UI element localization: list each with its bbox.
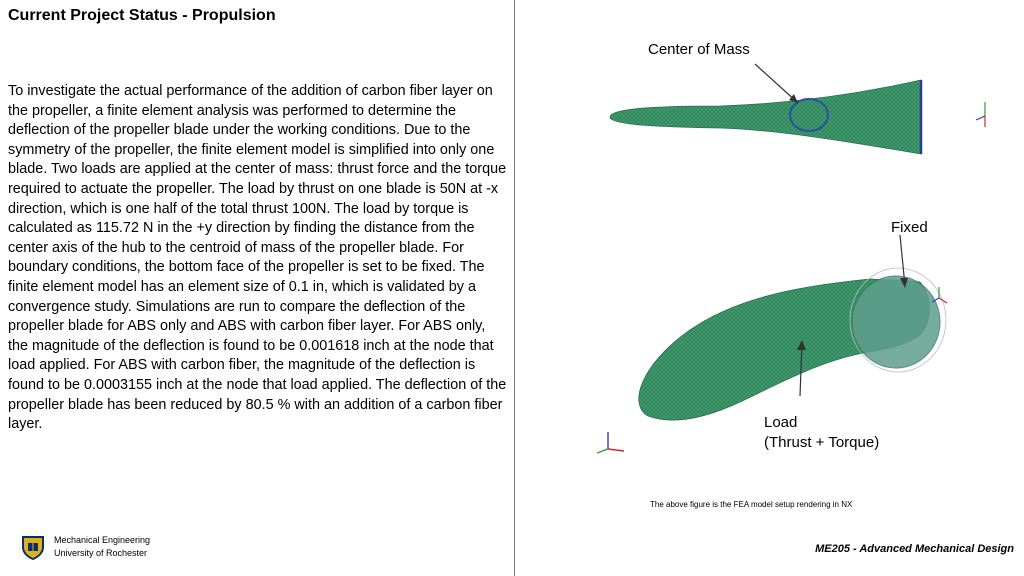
triad-icon-top — [976, 102, 985, 127]
footer-org — [20, 534, 150, 560]
label-load-line1: Load — [764, 414, 798, 431]
label-load-line2: (Thrust + Torque) — [764, 434, 880, 451]
blade-side-view — [610, 80, 921, 154]
course-name: ME205 - Advanced Mechanical Design — [815, 543, 1014, 555]
university-shield-logo — [20, 534, 46, 560]
org-line-1: Mechanical Engineering — [54, 535, 151, 545]
figure-caption: The above figure is the FEA model setup rendering in NX — [650, 500, 853, 509]
triad-icon-right — [932, 287, 947, 303]
triad-icon-bottom — [597, 432, 624, 453]
fea-figure — [580, 30, 1020, 470]
org-line-2: University of Rochester — [54, 548, 148, 558]
body-text — [8, 82, 508, 435]
slide-title: Current Project Status - Propulsion — [8, 7, 276, 24]
body-paragraph: To investigate the actual performance of the addition of carbon fiber layer on the propeller, a finite element analysis was performed to determine the deflection of the propeller blade under the working conditions. Due to the symmetry of the propeller, the finite element model is simplified into only one blade. Two loads are applied at the center of mass: thrust force and the torque required to actuate the propeller. The load by thrust on one blade is 50N at -x direction, which is one half of the total thrust 100N. The load by torque is calculated as 115.72 N in the +y direction by finding the distance from the center axis of the hub to the centroid of mass of the propeller blade. For boundary conditions, the bottom face of the propeller is set to be fixed. The finite element model has an element size of 0.1 in, which is validated by a convergence study. Simulations are run to compare the deflection of the propeller blade for ABS only and ABS with carbon fiber layer. For ABS only, the magnitude of the deflection is found to be 0.001618 inch at the node that load applied. For ABS with carbon fiber, the magnitude of the deflection is found to be 0.0003155 inch at the node that load applied. The deflection of the propeller blade has been reduced by 80.5 % with an addition of a carbon fiber layer. — [8, 83, 507, 433]
label-load — [764, 413, 879, 453]
label-center-of-mass: Center of Mass — [648, 41, 750, 58]
vertical-divider — [514, 0, 515, 576]
label-fixed: Fixed — [891, 219, 928, 236]
fixed-root-face — [852, 276, 940, 368]
